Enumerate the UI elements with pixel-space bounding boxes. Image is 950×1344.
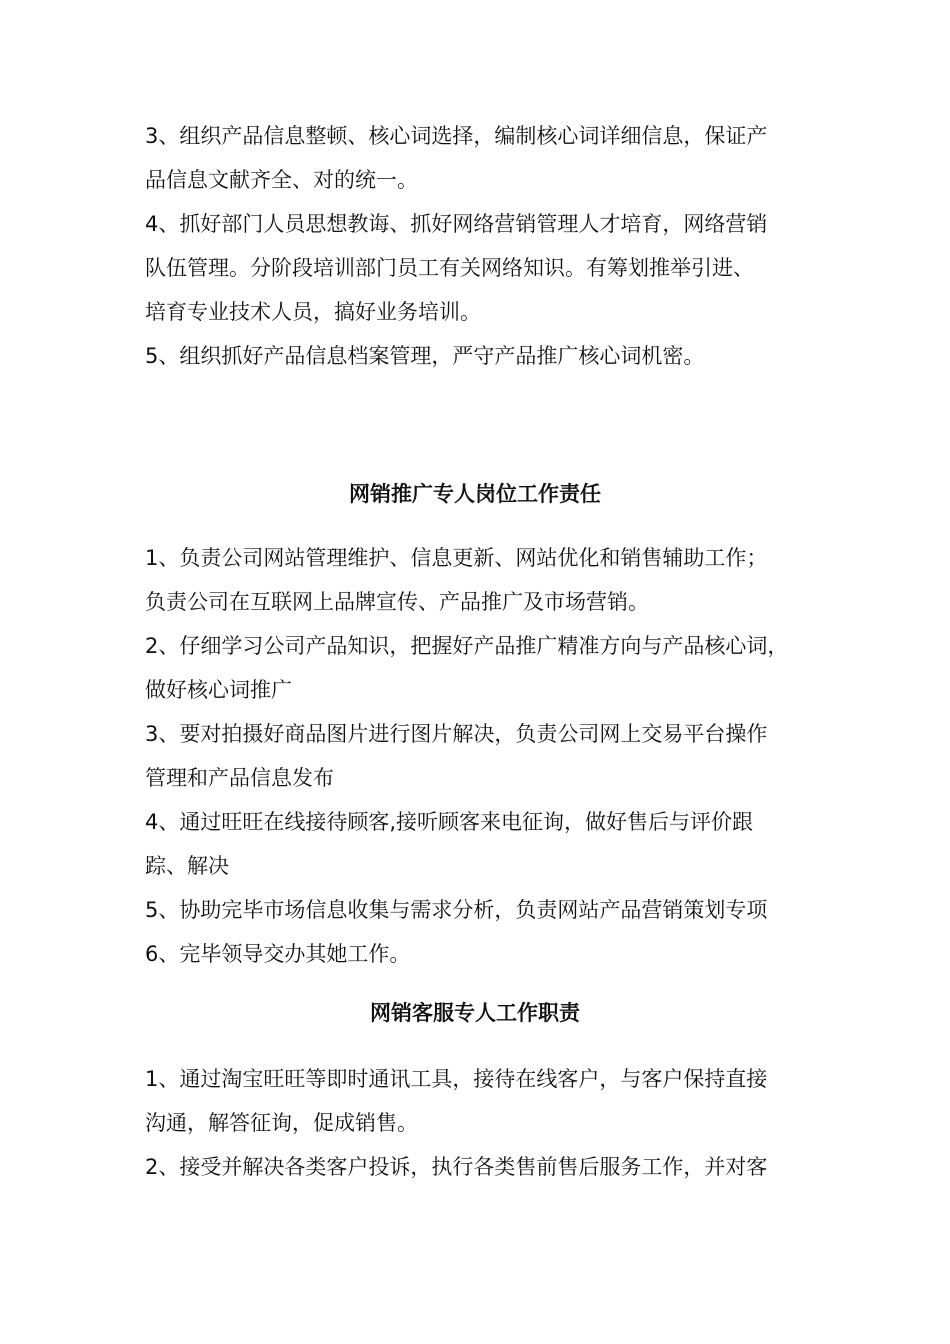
paragraph-line: 做好核心词推广 bbox=[145, 678, 292, 702]
paragraph-line: 队伍管理。分阶段培训部门员工有关网络知识。有筹划推举引进、 bbox=[145, 256, 754, 280]
paragraph-line: 踪、解决 bbox=[145, 854, 229, 878]
paragraph-line: 2、接受并解决各类客户投诉，执行各类售前售后服务工作，并对客 bbox=[145, 1155, 768, 1179]
paragraph-line: 负责公司在互联网上品牌宣传、产品推广及市场营销。 bbox=[145, 590, 649, 614]
paragraph-line: 1、通过淘宝旺旺等即时通讯工具，接待在线客户，与客户保持直接 bbox=[145, 1067, 768, 1091]
paragraph-line: 品信息文献齐全、对的统一。 bbox=[145, 168, 418, 192]
section-service bbox=[145, 1057, 820, 1189]
paragraph-line: 4、抓好部门人员思想教诲、抓好网络营销管理人才培育，网络营销 bbox=[145, 212, 768, 236]
section-heading-service: 网销客服专人工作职责 bbox=[370, 1001, 580, 1025]
section-promo bbox=[145, 536, 820, 976]
paragraph-line: 培育专业技术人员，搞好业务培训。 bbox=[145, 300, 481, 324]
paragraph-line: 5、组织抓好产品信息档案管理，严守产品推广核心词机密。 bbox=[145, 344, 705, 368]
paragraph-line: 沟通，解答征询，促成销售。 bbox=[145, 1111, 418, 1135]
section-top bbox=[145, 114, 820, 378]
paragraph-line: 3、组织产品信息整顿、核心词选择，编制核心词详细信息，保证产 bbox=[145, 124, 768, 148]
paragraph-line: 6、完毕领导交办其她工作。 bbox=[145, 942, 411, 966]
paragraph-line: 5、协助完毕市场信息收集与需求分析，负责网站产品营销策划专项 bbox=[145, 898, 768, 922]
paragraph-line: 1、负责公司网站管理维护、信息更新、网站优化和销售辅助工作； bbox=[145, 546, 768, 570]
section-heading-promo: 网销推广专人岗位工作责任 bbox=[349, 482, 601, 506]
paragraph-line: 3、要对拍摄好商品图片进行图片解决，负责公司网上交易平台操作 bbox=[145, 722, 768, 746]
paragraph-line: 2、仔细学习公司产品知识，把握好产品推广精准方向与产品核心词， bbox=[145, 634, 789, 658]
paragraph-line: 管理和产品信息发布 bbox=[145, 766, 334, 790]
paragraph-line: 4、通过旺旺在线接待顾客,接听顾客来电征询，做好售后与评价跟 bbox=[145, 810, 754, 834]
